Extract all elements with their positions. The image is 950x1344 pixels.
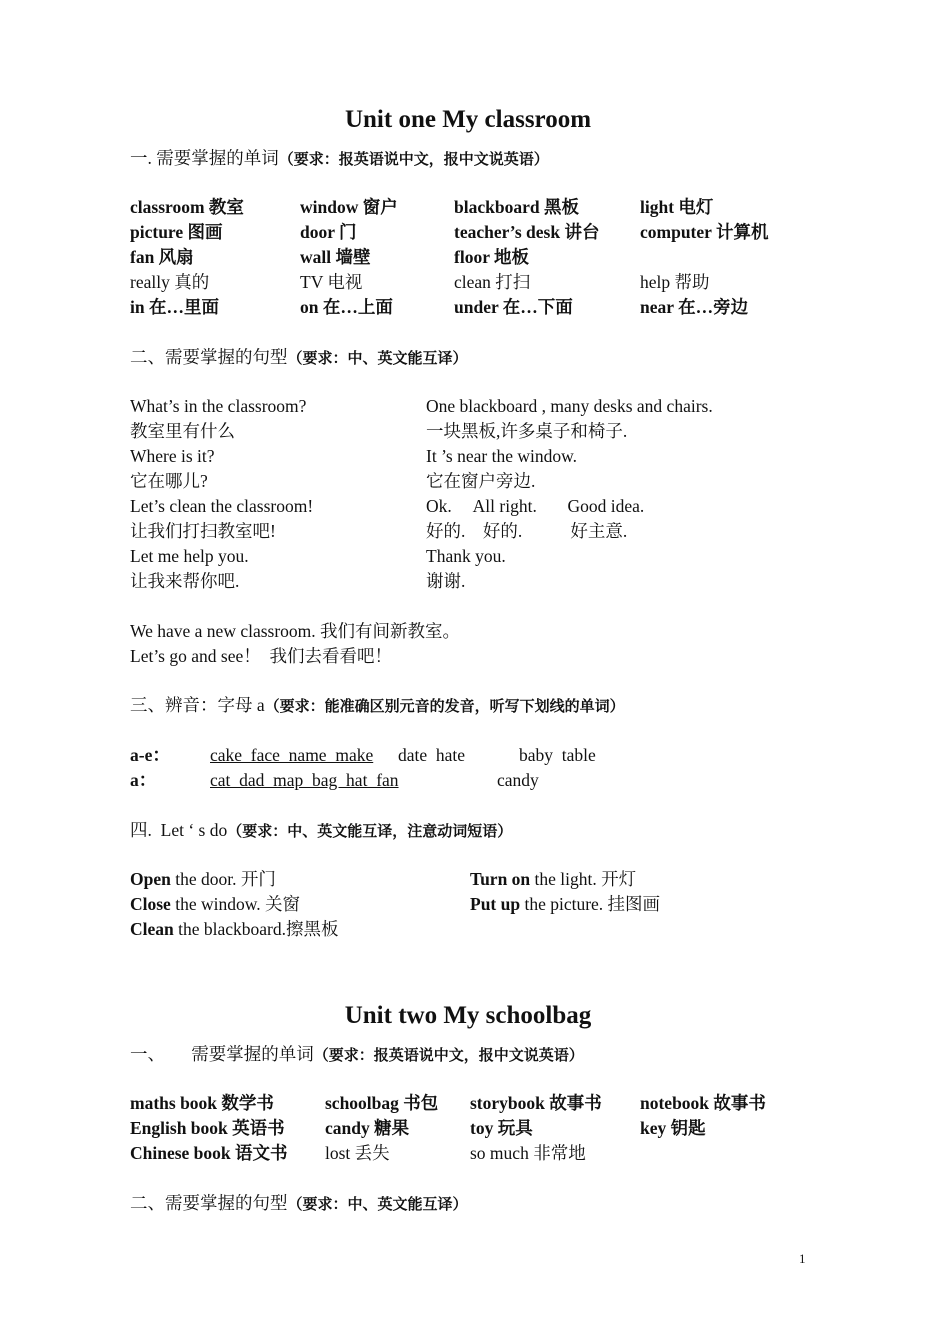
section-requirement-note: （要求：中、英文能互译，注意动词短语）	[227, 824, 513, 840]
vocab-word: notebook 故事书	[640, 1093, 766, 1113]
vocab-word: candy 糖果	[325, 1118, 410, 1138]
unit1-section1-heading	[130, 146, 549, 172]
sentence-question: 教室里有什么	[130, 421, 235, 441]
section-heading-text: 二、需要掌握的句型	[130, 1193, 288, 1213]
vocab-word: key 钥匙	[640, 1118, 706, 1138]
vocab-word: English book 英语书	[130, 1118, 285, 1138]
sentence-answer: Ok. All right. Good idea.	[426, 496, 645, 516]
vocab-word: door 门	[300, 222, 357, 242]
sentence-answer: 谢谢.	[426, 571, 466, 591]
action-verb: Open	[130, 869, 171, 889]
action-rest: the picture. 挂图画	[520, 894, 661, 914]
section-heading-text: 二、需要掌握的句型	[130, 347, 288, 367]
unit1-title: Unit one My classroom	[344, 106, 592, 133]
vocab-word: schoolbag 书包	[325, 1093, 439, 1113]
phonics-plain-words: date hate	[398, 745, 466, 765]
vocab-word: fan 风扇	[130, 247, 194, 267]
action-verb: Clean	[130, 919, 174, 939]
vocab-word: wall 墙壁	[300, 247, 371, 267]
extra-sentence: We have a new classroom. 我们有间新教室。	[130, 621, 461, 641]
action-verb: Turn on	[470, 869, 531, 889]
unit2-section1-heading	[130, 1042, 584, 1068]
vocab-word: clean 打扫	[454, 272, 531, 292]
vocab-word: light 电灯	[640, 197, 714, 217]
section-heading-text: 三、辨音：字母 a	[130, 695, 265, 715]
phonics-other-words: baby table	[519, 745, 596, 765]
section-heading-text: 一. 需要掌握的单词	[130, 148, 279, 168]
phonics-label: a-e：	[130, 745, 170, 765]
lets-do-item	[470, 867, 636, 891]
unit2-section2-heading	[130, 1191, 468, 1217]
phonics-label: a：	[130, 770, 157, 790]
sentence-answer: Thank you.	[426, 546, 506, 566]
vocab-word: classroom 教室	[130, 197, 244, 217]
action-rest: the window. 关窗	[170, 894, 300, 914]
section-requirement-note: （要求：报英语说中文，报中文说英语）	[313, 1048, 584, 1064]
action-rest: the blackboard.擦黑板	[173, 919, 339, 939]
lets-do-item	[130, 892, 300, 916]
unit1-section4-heading	[130, 818, 512, 844]
sentence-question: 它在哪儿?	[130, 471, 208, 491]
lets-do-item	[470, 892, 660, 916]
vocab-word: on 在…上面	[300, 297, 393, 317]
section-requirement-note: （要求：能准确区别元音的发音，听写下划线的单词）	[264, 699, 625, 715]
action-rest: the light. 开灯	[530, 869, 637, 889]
sentence-answer: It ’s near the window.	[426, 446, 577, 466]
action-verb: Close	[130, 894, 171, 914]
lets-do-item	[130, 867, 276, 891]
sentence-question: What’s in the classroom?	[130, 396, 307, 416]
vocab-word: in 在…里面	[130, 297, 219, 317]
phonics-underlined-words: cake face name make	[210, 745, 374, 765]
vocab-word: floor 地板	[454, 247, 530, 267]
vocab-word: Chinese book 语文书	[130, 1143, 288, 1163]
sentence-question: Let’s clean the classroom!	[130, 496, 314, 516]
sentence-answer: One blackboard , many desks and chairs.	[426, 396, 713, 416]
vocab-word: help 帮助	[640, 272, 710, 292]
vocab-word: blackboard 黑板	[454, 197, 579, 217]
section-requirement-note: （要求：报英语说中文，报中文说英语）	[278, 152, 549, 168]
vocab-word: lost 丢失	[325, 1143, 390, 1163]
page-number: 1	[799, 1251, 806, 1266]
extra-sentence: Let’s go and see！ 我们去看看吧！	[130, 646, 392, 666]
vocab-word: computer 计算机	[640, 222, 769, 242]
vocab-word: window 窗户	[300, 197, 398, 217]
sentence-question: 让我们打扫教室吧!	[130, 521, 276, 541]
vocab-word: picture 图画	[130, 222, 223, 242]
vocab-word: so much 非常地	[470, 1143, 586, 1163]
unit1-section3-heading	[130, 693, 625, 719]
section-requirement-note: （要求：中、英文能互译）	[287, 351, 468, 367]
sentence-question: Let me help you.	[130, 546, 249, 566]
vocab-word: TV 电视	[300, 272, 363, 292]
sentence-answer: 它在窗户旁边.	[426, 471, 536, 491]
unit2-title: Unit two My schoolbag	[344, 1002, 592, 1029]
sentence-question: Where is it?	[130, 446, 215, 466]
action-rest: the door. 开门	[170, 869, 276, 889]
unit1-section2-heading	[130, 345, 468, 371]
vocab-word: really 真的	[130, 272, 210, 292]
phonics-underlined-words: cat dad map bag hat fan	[210, 770, 399, 790]
vocab-word: toy 玩具	[470, 1118, 533, 1138]
sentence-answer: 一块黑板,许多桌子和椅子.	[426, 421, 628, 441]
vocab-word: maths book 数学书	[130, 1093, 274, 1113]
vocab-word: teacher’s desk 讲台	[454, 222, 600, 242]
section-heading-text: 四. Let ‘ s do	[130, 820, 228, 840]
vocab-word: storybook 故事书	[470, 1093, 602, 1113]
vocab-word: under 在…下面	[454, 297, 573, 317]
section-heading-text: 一、 需要掌握的单词	[130, 1044, 314, 1064]
lets-do-item	[130, 917, 339, 941]
section-requirement-note: （要求：中、英文能互译）	[287, 1197, 468, 1213]
phonics-other-words: candy	[497, 770, 539, 790]
sentence-answer: 好的. 好的. 好主意.	[426, 521, 628, 541]
action-verb: Put up	[470, 894, 521, 914]
vocab-word: near 在…旁边	[640, 297, 749, 317]
sentence-question: 让我来帮你吧.	[130, 571, 240, 591]
